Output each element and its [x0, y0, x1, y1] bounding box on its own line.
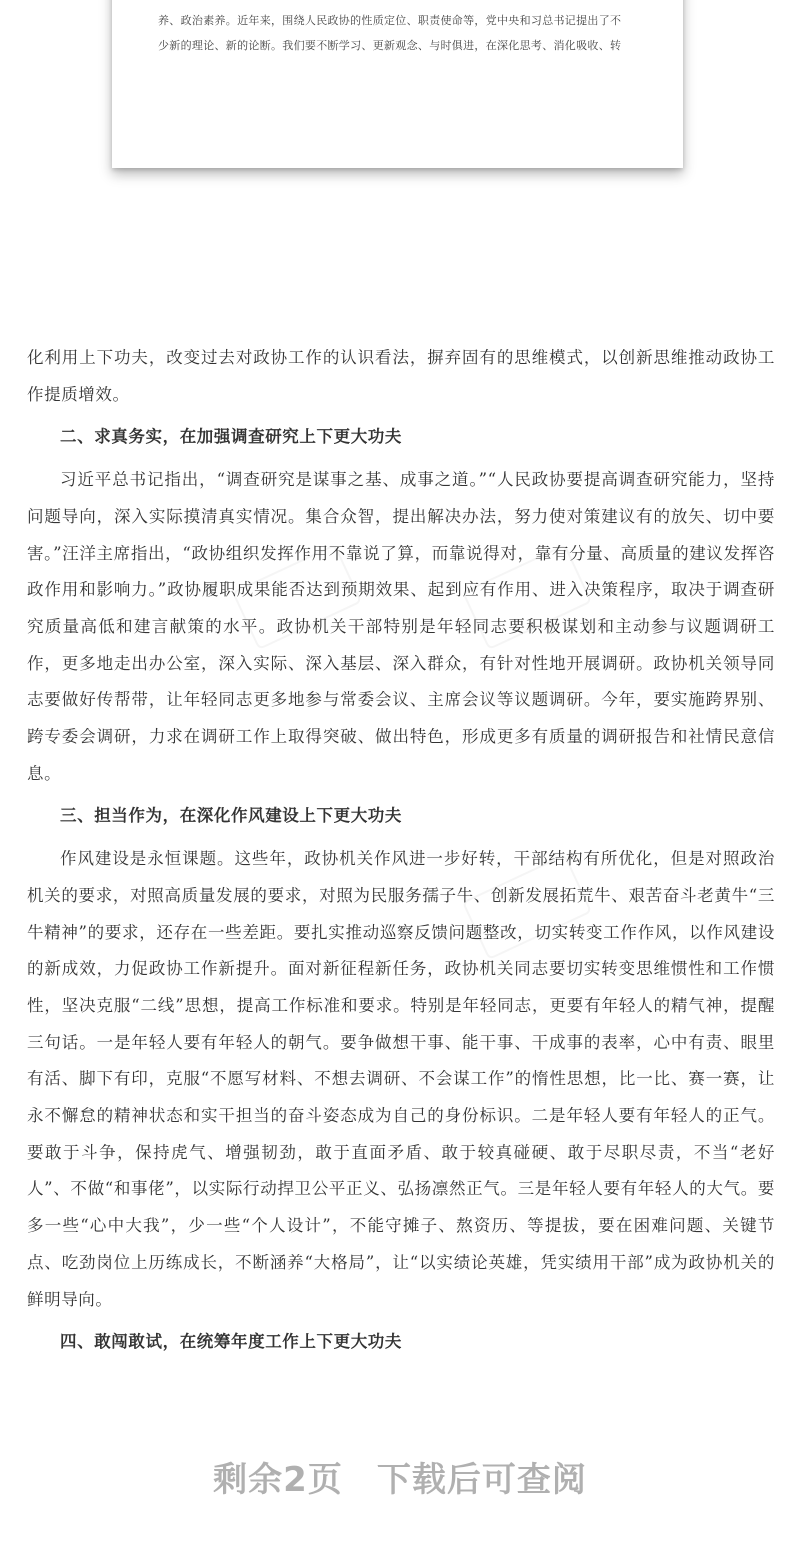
preview-line-2: 少新的理论、新的论断。我们要不断学习、更新观念、与时俱进，在深化思考、消化吸收、转	[158, 39, 622, 52]
section-heading-3: 三、担当作为，在深化作风建设上下更大功夫	[60, 806, 402, 826]
section-heading-2: 二、求真务实，在加强调查研究上下更大功夫	[60, 427, 402, 447]
document-body	[27, 340, 775, 1367]
paragraph-continued: 化利用上下功夫，改变过去对政协工作的认识看法，摒弃固有的思维模式，以创新思维推动政协工作提质增效。	[27, 348, 775, 404]
preview-text	[158, 8, 646, 58]
paragraph-3: 作风建设是永恒课题。这些年，政协机关作风进一步好转，干部结构有所优化，但是对照政治机关的要求，对照高质量发展的要求，对照为民服务孺子牛、创新发展拓荒牛、艰苦奋斗老黄牛“三牛精神”的要求，还存在一些差距。要扎实推动巡察反馈问题整改，切实转变工作作风，以作风建设的新成效，力促政协工作新提升。面对新征程新任务，政协机关同志要切实转变思维惯性和工作惯性，坚决克服“二线”思想，提高工作标准和要求。特别是年轻同志，更要有年轻人的精气神，提醒三句话。一是年轻人要有年轻人的朝气。要争做想干事、能干事、干成事的表率，心中有责、眼里有活、脚下有印，克服“不愿写材料、不想去调研、不会谋工作”的惰性思想，比一比、赛一赛，让永不懈怠的精神状态和实干担当的奋斗姿态成为自己的身份标识。二是年轻人要有年轻人的正气。要敢于斗争，保持虎气、增强韧劲，敢于直面矛盾、敢于较真碰硬、敢于尽职尽责，不当“老好人”、不做“和事佬”，以实际行动捍卫公平正义、弘扬凛然正气。三是年轻人要有年轻人的大气。要多一些“心中大我”，少一些“个人设计”，不能守摊子、熬资历、等提拔，要在困难问题、关键节点、吃劲岗位上历练成长，不断涵养“大格局”，让“以实绩论英雄，凭实绩用干部”成为政协机关的鲜明导向。	[27, 849, 775, 1309]
paragraph-2: 习近平总书记指出，“调查研究是谋事之基、成事之道。”“人民政协要提高调查研究能力，坚持问题导向，深入实际摸清真实情况。集合众智，提出解决办法，努力使对策建议有的放矢、切中要害。”汪洋主席指出，“政协组织发挥作用不靠说了算，而靠说得对，靠有分量、高质量的建议发挥咨政作用和影响力。”政协履职成果能否达到预期效果、起到应有作用、进入决策程序，取决于调查研究质量高低和建言献策的水平。政协机关干部特别是年轻同志要积极谋划和主动参与议题调研工作，更多地走出办公室，深入实际、深入基层、深入群众，有针对性地开展调研。政协机关领导同志要做好传帮带，让年轻同志更多地参与常委会议、主席会议等议题调研。今年，要实施跨界别、跨专委会调研，力求在调研工作上取得突破、做出特色，形成更多有质量的调研报告和社情民意信息。	[27, 470, 775, 783]
remaining-pages-label: 剩余2页	[213, 1460, 343, 1500]
remaining-pages-prompt[interactable]	[0, 1452, 800, 1501]
preview-line-1: 养、政治素养。近年来，围绕人民政协的性质定位、职责使命等，党中央和习总书记提出了不	[158, 14, 622, 27]
preview-page-card	[112, 0, 683, 168]
download-to-view-label: 下载后可查阅	[376, 1460, 587, 1500]
section-heading-4: 四、敢闯敢试，在统筹年度工作上下更大功夫	[60, 1332, 402, 1352]
